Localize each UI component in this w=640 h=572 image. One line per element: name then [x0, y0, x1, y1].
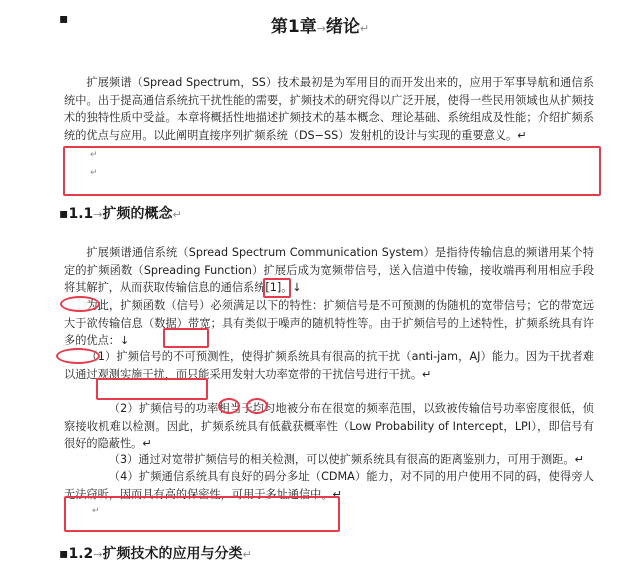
body-paragraph: 为此，扩频函数（信号）必须满足以下的特性：扩频信号是不可预测的伪随机的宽带信号；它的带宽远大于欲传输信息（数据）带宽；具有类似于噪声的随机特性等。由于扩频信号的上述特性，扩频系统具有许多的优点：↓: [64, 299, 594, 347]
section-number: 1.2: [68, 546, 94, 562]
annotation-oval: [246, 398, 268, 414]
annotation-oval: [218, 398, 240, 414]
tab-arrow: →: [93, 208, 103, 221]
annotation-oval: [56, 348, 100, 364]
list-bullet: ▪: [59, 206, 69, 222]
body-paragraph: （1）扩频信号的不可预测性，使得扩频系统具有很高的抗干扰（anti-jam，AJ）能力。因为干扰者难以通过观测实施干扰，而只能采用发射大功率宽带的干扰信号进行干扰。↵: [64, 350, 594, 381]
paragraph-mark: ↵: [359, 22, 370, 35]
intro-paragraph: 扩展频谱（Spread Spectrum，SS）技术最初是为军用目的而开发出来的，应用于军事导航和通信系统中。出于提高通信系统抗干扰性能的需要，扩频技术的研究得以广泛开展，使得一些民用领域也从扩频技术的独特性质中受益。本章将概括性地描述扩频技术的基本概念、理论基础、系统组成及性能；介绍扩频系统的优点与应用。以此阐明直接序列扩频系统（DS−SS）发射机的设计与实现的重要意义。↵: [64, 76, 594, 142]
paragraph-mark: ↵: [242, 548, 252, 561]
annotation-box: [63, 146, 601, 196]
paragraph-mark: ↵: [172, 208, 182, 221]
body-paragraph: （4）扩频通信系统具有良好的码分多址（CDMA）能力，对不同的用户使用不同的码，使得旁人无法窃听，因而具有高的保密性，可用于多址通信中。↵: [64, 470, 594, 501]
section-heading: [59, 203, 182, 223]
list-bullet: ▪: [59, 546, 69, 562]
annotation-box: [64, 496, 340, 532]
section-title: 扩频的概念: [102, 206, 173, 222]
section-number: 1.1: [68, 206, 94, 222]
chapter-number: 第1章: [270, 17, 317, 37]
body-paragraph: 扩展频谱通信系统（Spread Spectrum Communication System）是指待传输信息的频谱用某个特定的扩频函数（Spreading Function）扩展后成为宽频带信号，送入信道中传输，接收端再利用相应手段将其解扩，从而获取传输信息的通信系统[1]。↓: [64, 246, 594, 294]
tab-arrow: →: [93, 548, 103, 561]
body-paragraph: （3）通过对宽带扩频信号的相关检测，可以使扩频系统具有很高的距离鉴别力，可用于测距。↵: [108, 453, 584, 466]
section-title: 扩频技术的应用与分类: [102, 546, 243, 562]
annotation-box: [96, 378, 208, 400]
chapter-name: 绪论: [325, 17, 360, 37]
body-paragraph: （2）扩频信号的功率相当于均匀地被分布在很宽的频率范围，以致被传输信号功率密度很低，侦察接收机难以检测。因此，扩频系统具有低截获概率性（Low Probability of Intercept，LPI），即信号有很好的隐蔽性。↵: [64, 402, 594, 450]
list-bullet: ▪: [59, 11, 69, 27]
paragraph-mark: ↵: [92, 506, 100, 516]
paragraph-mark: ↵: [90, 150, 98, 160]
paragraph-mark: ↵: [90, 168, 98, 178]
section-heading: [59, 543, 252, 563]
annotation-box: [263, 278, 291, 298]
annotation-oval: [60, 296, 100, 312]
annotation-box: [163, 328, 209, 348]
chapter-title: [0, 12, 640, 37]
tab-arrow: →: [316, 22, 326, 35]
